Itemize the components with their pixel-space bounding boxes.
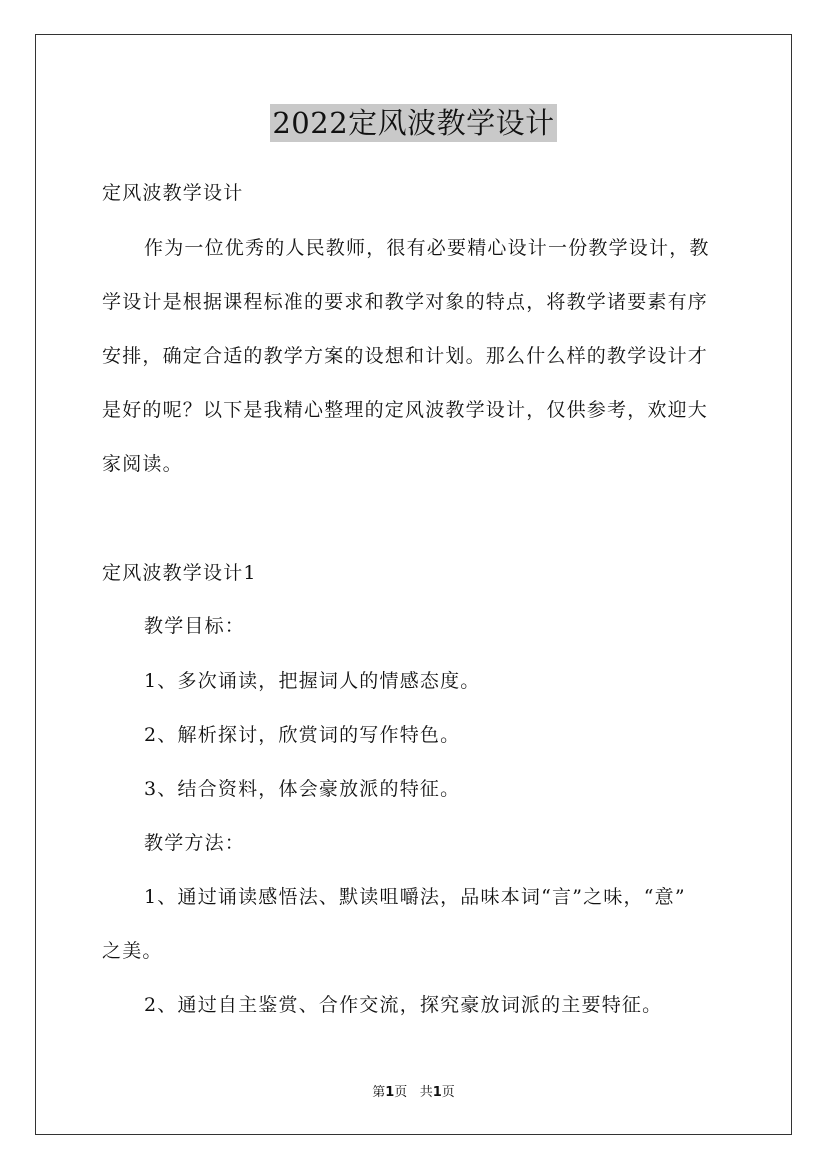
- methods-heading: 教学方法：: [144, 832, 246, 854]
- document-subtitle: 定风波教学设计: [102, 182, 244, 204]
- page-total-number: 1: [432, 1085, 442, 1100]
- goal-item-2: 2、解析探讨，欣赏词的写作特色。: [144, 724, 461, 746]
- title-container: [0, 104, 827, 142]
- document-title: 2022定风波教学设计: [272, 106, 555, 140]
- goals-heading: 教学目标：: [144, 615, 246, 637]
- page-suffix: 页: [441, 1085, 455, 1100]
- page-current-number: 1: [385, 1085, 395, 1100]
- intro-line-1: 作为一位优秀的人民教师，很有必要精心设计一份教学设计，教: [144, 237, 710, 259]
- intro-line-3: 安排，确定合适的教学方案的设想和计划。那么什么样的教学设计才: [102, 345, 709, 367]
- goal-item-3: 3、结合资料，体会豪放派的特征。: [144, 778, 461, 800]
- intro-line-5: 家阅读。: [102, 453, 183, 475]
- method-item-1-continued: 之美。: [102, 940, 163, 962]
- goal-item-1: 1、多次诵读，把握词人的情感态度。: [144, 670, 481, 692]
- method-item-2: 2、通过自主鉴赏、合作交流，探究豪放词派的主要特征。: [144, 994, 663, 1016]
- intro-line-2: 学设计是根据课程标准的要求和教学对象的特点，将教学诸要素有序: [102, 291, 709, 313]
- page-mid: 页 共: [394, 1085, 433, 1100]
- section-heading: 定风波教学设计1: [102, 562, 257, 584]
- method-item-1: 1、通过诵读感悟法、默读咀嚼法，品味本词“言”之味，“意”: [144, 886, 686, 908]
- page-prefix: 第: [372, 1085, 386, 1100]
- page-footer: [0, 1084, 827, 1102]
- intro-line-4: 是好的呢？以下是我精心整理的定风波教学设计，仅供参考，欢迎大: [102, 399, 709, 421]
